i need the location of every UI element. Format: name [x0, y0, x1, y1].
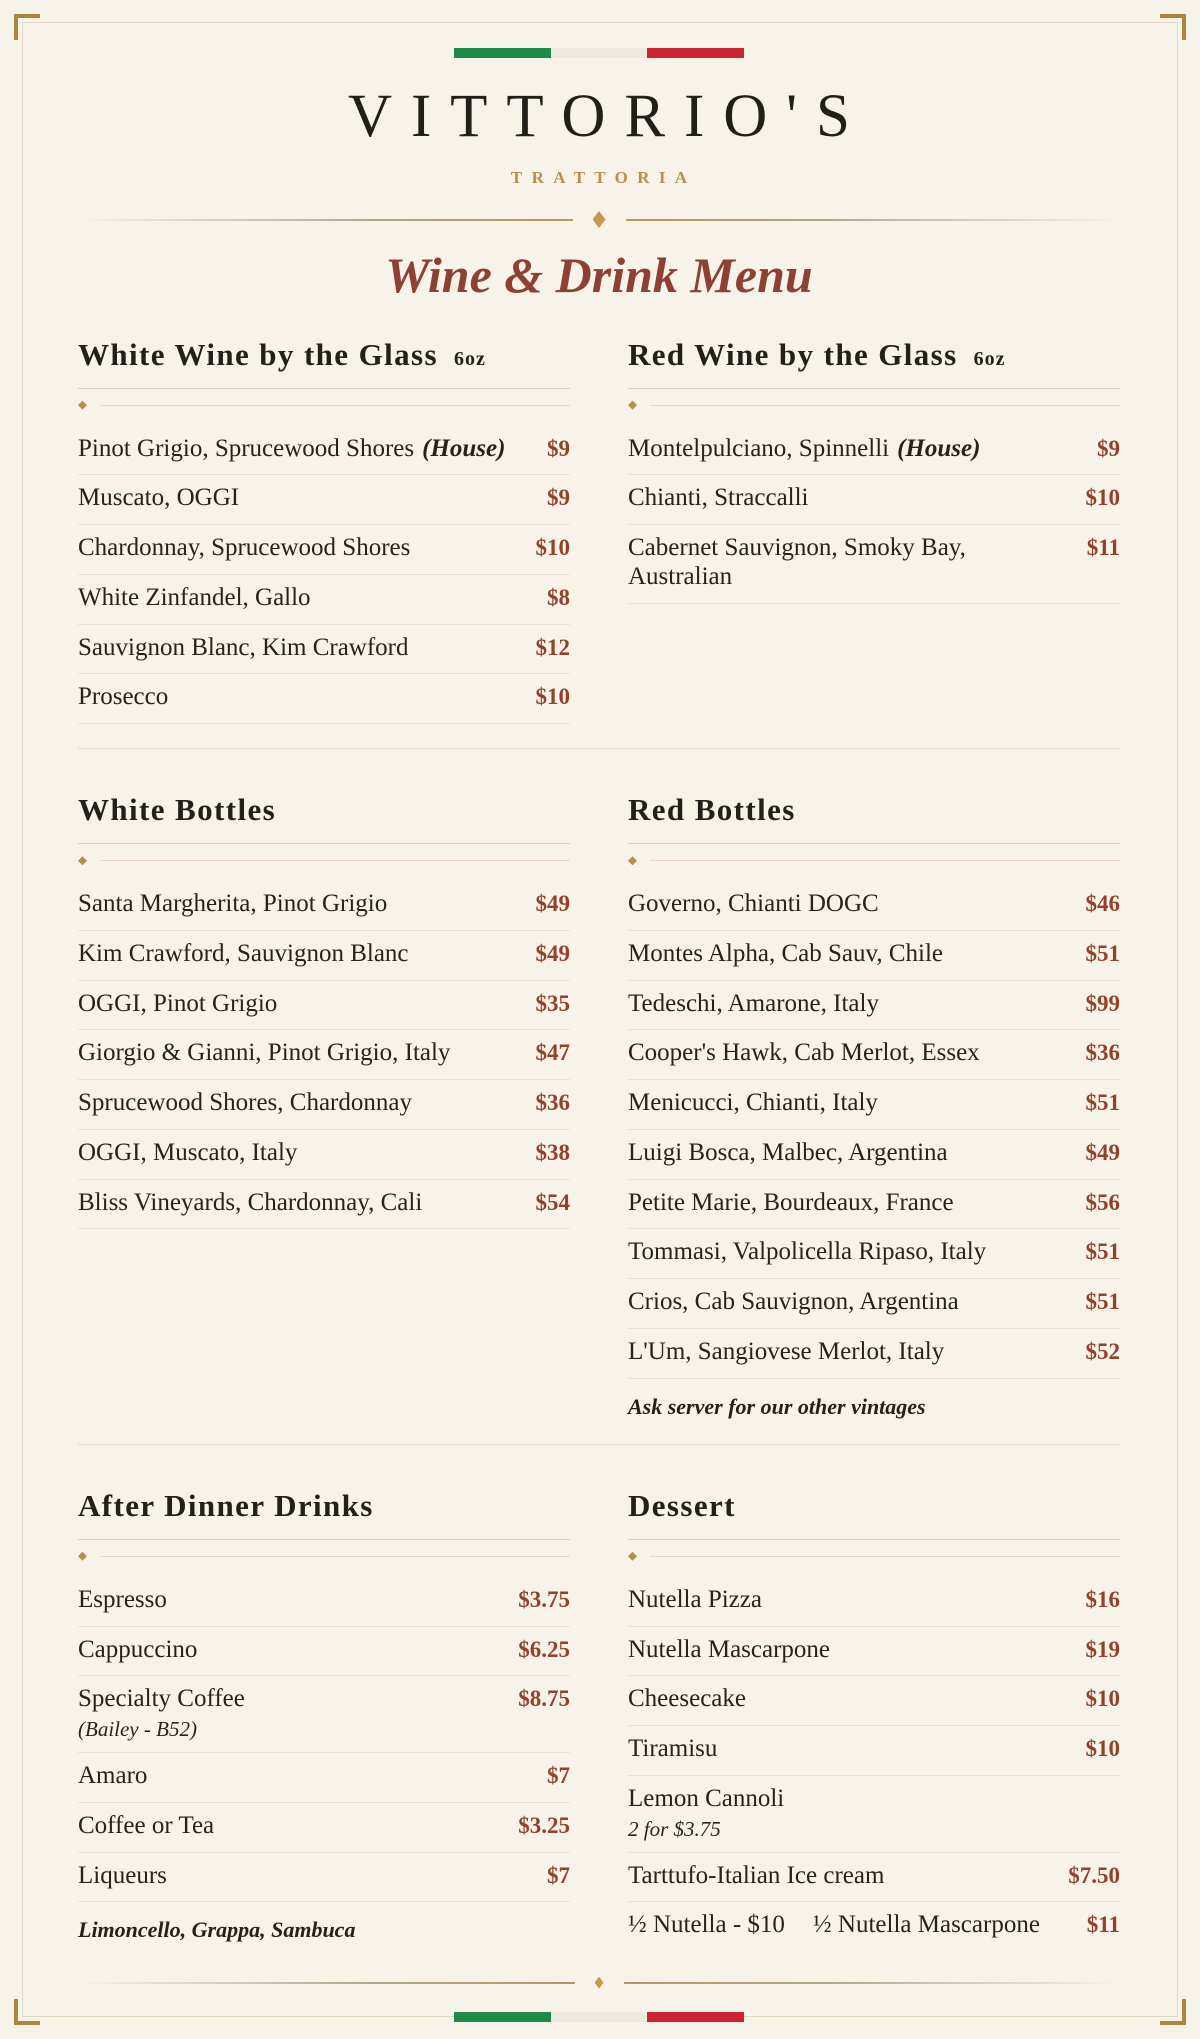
divider-line — [626, 219, 1121, 221]
item-name: Cabernet Sauvignon, Smoky Bay, Australian — [628, 534, 966, 590]
menu-item — [78, 1676, 570, 1753]
item-name: Espresso — [78, 1585, 167, 1613]
restaurant-subtitle: TRATTORIA — [510, 168, 697, 187]
section-title-text: White Wine by the Glass — [78, 336, 438, 372]
divider-line — [650, 1556, 1120, 1557]
menu-item — [628, 426, 1120, 476]
section-divider-accent — [78, 1552, 570, 1561]
menu-section — [628, 793, 1120, 1420]
item-line — [78, 1089, 570, 1118]
item-list — [78, 881, 570, 1229]
menu-band-glass — [78, 338, 1120, 725]
menu-item — [628, 881, 1120, 931]
item-price: $54 — [535, 1189, 570, 1215]
item-price: $8 — [547, 584, 570, 610]
item-line — [628, 1586, 1120, 1615]
item-name: Liqueurs — [78, 1861, 167, 1889]
item-name: Tiramisu — [628, 1735, 718, 1763]
item-name: L'Um, Sangiovese Merlot, Italy — [628, 1337, 945, 1365]
menu-item — [628, 1676, 1120, 1726]
section-title-text: Red Wine by the Glass — [628, 336, 958, 372]
section-divider-accent — [628, 1552, 1120, 1561]
menu-item — [628, 1030, 1120, 1080]
menu-item — [78, 931, 570, 981]
item-price: $12 — [535, 634, 570, 660]
section-header — [78, 1489, 570, 1561]
item-name-secondary: ½ Nutella Mascarpone — [812, 1911, 1040, 1939]
item-line — [628, 1636, 1120, 1665]
divider-line — [78, 1982, 575, 1984]
section-title — [78, 338, 570, 372]
section-divider-accent — [628, 856, 1120, 865]
item-name: Sauvignon Blanc, Kim Crawford — [78, 633, 409, 661]
item-name: Tarttufo-Italian Ice cream — [628, 1861, 885, 1889]
menu-item — [78, 1627, 570, 1677]
menu-section — [78, 338, 570, 725]
item-line — [78, 1189, 570, 1218]
item-line — [628, 1139, 1120, 1168]
item-list — [78, 1577, 570, 1903]
item-name: Lemon Cannoli — [628, 1784, 785, 1812]
section-note: Limoncello, Grappa, Sambuca — [78, 1917, 356, 1943]
section-header — [628, 1489, 1120, 1561]
divider-line — [624, 1982, 1121, 1984]
item-line — [628, 1862, 1120, 1891]
menu-title: Wine & Drink Menu — [385, 247, 813, 303]
item-name: Muscato, OGGI — [78, 484, 240, 512]
item-line — [628, 940, 1120, 969]
item-name: Nutella Mascarpone — [628, 1635, 831, 1663]
menu-item — [78, 1130, 570, 1180]
section-divider-accent — [78, 401, 570, 410]
section-title — [628, 793, 1120, 827]
flag-red-segment — [647, 48, 744, 58]
diamond-icon — [78, 1552, 87, 1561]
menu-item — [628, 475, 1120, 525]
diamond-icon — [78, 856, 87, 865]
flag-white-segment — [551, 2012, 648, 2022]
divider-line — [78, 219, 573, 221]
item-name: White Zinfandel, Gallo — [78, 583, 311, 611]
item-list — [78, 426, 570, 725]
menu-body — [78, 338, 1120, 1952]
item-price: $36 — [535, 1090, 570, 1116]
item-name: OGGI, Muscato, Italy — [78, 1138, 298, 1166]
item-price: $10 — [1085, 1736, 1120, 1762]
diamond-icon — [628, 1552, 637, 1561]
item-price: $9 — [547, 485, 570, 511]
menu-item — [628, 1180, 1120, 1230]
menu-item — [78, 1803, 570, 1853]
restaurant-name: VITTORIO'S — [347, 83, 869, 150]
section-title — [628, 338, 1120, 372]
menu-item — [628, 1902, 1120, 1951]
item-price: $8.75 — [518, 1686, 570, 1712]
item-price: $38 — [535, 1139, 570, 1165]
menu-item — [628, 1627, 1120, 1677]
section-divider — [628, 388, 1120, 389]
item-list — [628, 1577, 1120, 1951]
diamond-icon — [593, 211, 606, 228]
item-name: Governo, Chianti DOGC — [628, 890, 879, 918]
item-line — [78, 435, 570, 464]
item-name: Giorgio & Gianni, Pinot Grigio, Italy — [78, 1039, 451, 1067]
section-divider — [78, 1539, 570, 1540]
section-title — [78, 1489, 570, 1523]
section-title-text: Red Bottles — [628, 792, 796, 828]
section-title-text: White Bottles — [78, 792, 277, 828]
item-list — [628, 426, 1120, 604]
item-name: Pinot Grigio, Sprucewood Shores — [78, 434, 415, 462]
item-price: $11 — [1086, 535, 1120, 561]
menu-item — [78, 1577, 570, 1627]
item-price: $52 — [1085, 1338, 1120, 1364]
italian-flag-icon — [454, 48, 744, 58]
divider-line — [100, 405, 570, 406]
menu-item — [628, 981, 1120, 1031]
item-line — [628, 534, 1120, 592]
menu-item — [628, 931, 1120, 981]
flag-green-segment — [454, 2012, 551, 2022]
section-header — [78, 793, 570, 865]
item-price: $9 — [547, 435, 570, 461]
item-line — [78, 534, 570, 563]
section-title-text: Dessert — [628, 1487, 736, 1523]
flag-white-segment — [551, 48, 648, 58]
item-line — [628, 1288, 1120, 1317]
item-price: $35 — [535, 990, 570, 1016]
divider-line — [650, 405, 1120, 406]
menu-item — [78, 1753, 570, 1803]
menu-header — [78, 48, 1120, 302]
footer-divider — [78, 1975, 1120, 1990]
item-price: $46 — [1085, 891, 1120, 917]
item-name: Sprucewood Shores, Chardonnay — [78, 1089, 412, 1117]
item-name: Cheesecake — [628, 1685, 746, 1713]
item-name: Montes Alpha, Cab Sauv, Chile — [628, 939, 944, 967]
item-list — [628, 881, 1120, 1379]
section-note: Ask server for our other vintages — [628, 1393, 926, 1419]
band-separator — [78, 748, 1120, 749]
item-price: $51 — [1085, 940, 1120, 966]
section-header — [78, 338, 570, 410]
item-price: $51 — [1085, 1239, 1120, 1265]
item-subnote: 2 for $3.75 — [628, 1816, 721, 1841]
item-name: Bliss Vineyards, Chardonnay, Cali — [78, 1188, 423, 1216]
item-name: Coffee or Tea — [78, 1811, 215, 1839]
menu-band-bottles — [78, 793, 1120, 1420]
item-line — [78, 990, 570, 1019]
menu-section — [78, 1489, 570, 1944]
item-line — [628, 1338, 1120, 1367]
menu-item — [78, 525, 570, 575]
menu-item — [78, 426, 570, 476]
menu-footer — [78, 1975, 1120, 2022]
item-price: $99 — [1085, 990, 1120, 1016]
item-line — [628, 1089, 1120, 1118]
item-line — [78, 584, 570, 613]
item-line — [628, 1735, 1120, 1764]
divider-line — [650, 860, 1120, 861]
item-price: $10 — [535, 684, 570, 710]
item-line — [628, 1189, 1120, 1218]
menu-item — [628, 1853, 1120, 1903]
section-divider — [78, 388, 570, 389]
item-line — [78, 1762, 570, 1791]
diamond-icon — [595, 1977, 604, 1989]
item-line — [628, 1238, 1120, 1267]
item-price: $47 — [535, 1040, 570, 1066]
item-price: $49 — [535, 940, 570, 966]
menu-band-after-dinner — [78, 1489, 1120, 1951]
item-price: $7 — [547, 1862, 570, 1888]
item-price: $10 — [535, 535, 570, 561]
menu-item — [78, 1853, 570, 1903]
header-divider — [78, 212, 1120, 227]
divider-line — [100, 1556, 570, 1557]
item-line — [78, 1862, 570, 1891]
menu-section — [78, 793, 570, 1229]
item-line — [78, 1586, 570, 1615]
section-divider — [628, 843, 1120, 844]
item-line — [78, 1685, 570, 1714]
section-title — [628, 1489, 1120, 1523]
item-price: $56 — [1085, 1189, 1120, 1215]
menu-section — [628, 1489, 1120, 1951]
item-name: Cooper's Hawk, Cab Merlot, Essex — [628, 1039, 980, 1067]
item-name: Tommasi, Valpolicella Ripaso, Italy — [628, 1238, 987, 1266]
item-line — [78, 890, 570, 919]
band-separator — [78, 1444, 1120, 1445]
section-size-tag: 6oz — [973, 347, 1006, 370]
flag-red-segment — [647, 2012, 744, 2022]
item-line — [628, 890, 1120, 919]
item-line — [78, 1812, 570, 1841]
item-line — [78, 683, 570, 712]
menu-item — [628, 1080, 1120, 1130]
item-line — [628, 990, 1120, 1019]
flag-green-segment — [454, 48, 551, 58]
italian-flag-icon — [454, 2012, 744, 2022]
item-price: $10 — [1085, 1686, 1120, 1712]
diamond-icon — [628, 856, 637, 865]
item-name: Nutella Pizza — [628, 1585, 762, 1613]
menu-item — [78, 674, 570, 724]
section-header — [628, 338, 1120, 410]
item-name: Kim Crawford, Sauvignon Blanc — [78, 939, 409, 967]
item-name: Chianti, Straccalli — [628, 484, 809, 512]
menu-item — [628, 1776, 1120, 1853]
item-price: $7.50 — [1068, 1862, 1120, 1888]
item-name: Chardonnay, Sprucewood Shores — [78, 534, 411, 562]
menu-item — [628, 1577, 1120, 1627]
menu-item — [78, 1180, 570, 1230]
item-name: ½ Nutella - $10 — [628, 1911, 785, 1939]
menu-item — [628, 1229, 1120, 1279]
item-price: $11 — [1086, 1912, 1120, 1938]
item-price: $49 — [535, 891, 570, 917]
divider-line — [100, 860, 570, 861]
item-price: $7 — [547, 1763, 570, 1789]
item-price: $6.25 — [518, 1636, 570, 1662]
item-name: Montelpulciano, Spinnelli — [628, 434, 890, 462]
item-price: $51 — [1085, 1090, 1120, 1116]
section-divider — [628, 1539, 1120, 1540]
menu-item — [78, 881, 570, 931]
item-price: $9 — [1097, 435, 1120, 461]
item-price: $51 — [1085, 1289, 1120, 1315]
item-price: $49 — [1085, 1139, 1120, 1165]
item-name: Menicucci, Chianti, Italy — [628, 1089, 878, 1117]
item-name: Tedeschi, Amarone, Italy — [628, 989, 879, 1017]
menu-item — [78, 1080, 570, 1130]
menu-section — [628, 338, 1120, 604]
item-line — [78, 484, 570, 513]
item-line — [628, 1039, 1120, 1068]
item-name: Cappuccino — [78, 1635, 198, 1663]
item-name: Specialty Coffee — [78, 1685, 245, 1713]
item-name-suffix: (House) — [897, 434, 981, 462]
item-price: $36 — [1085, 1040, 1120, 1066]
section-divider — [78, 843, 570, 844]
section-divider-accent — [78, 856, 570, 865]
item-line — [78, 634, 570, 663]
menu-item — [628, 1726, 1120, 1776]
menu-item — [78, 625, 570, 675]
menu-item — [78, 475, 570, 525]
menu-item — [628, 1279, 1120, 1329]
item-name: Crios, Cab Sauvignon, Argentina — [628, 1288, 959, 1316]
item-line — [628, 1685, 1120, 1714]
item-line — [628, 1911, 1120, 1940]
item-price: $16 — [1085, 1586, 1120, 1612]
diamond-icon — [628, 401, 637, 410]
item-name: Petite Marie, Bourdeaux, France — [628, 1188, 954, 1216]
item-name: Luigi Bosca, Malbec, Argentina — [628, 1138, 948, 1166]
section-size-tag: 6oz — [453, 347, 486, 370]
menu-item — [628, 1329, 1120, 1379]
section-divider-accent — [628, 401, 1120, 410]
item-price: $10 — [1085, 485, 1120, 511]
item-line — [628, 484, 1120, 513]
item-name: OGGI, Pinot Grigio — [78, 989, 278, 1017]
item-line — [628, 435, 1120, 464]
menu-item — [78, 575, 570, 625]
item-line — [78, 1636, 570, 1665]
section-title-text: After Dinner Drinks — [78, 1487, 374, 1523]
menu-item — [628, 1130, 1120, 1180]
item-name: Prosecco — [78, 683, 169, 711]
item-name: Amaro — [78, 1762, 148, 1790]
item-line — [78, 1039, 570, 1068]
item-line — [628, 1785, 1120, 1814]
menu-item — [78, 981, 570, 1031]
item-price: $3.25 — [518, 1812, 570, 1838]
section-header — [628, 793, 1120, 865]
diamond-icon — [78, 401, 87, 410]
item-line — [78, 1139, 570, 1168]
menu-item — [78, 1030, 570, 1080]
item-price: $3.75 — [518, 1586, 570, 1612]
item-line — [78, 940, 570, 969]
item-price: $19 — [1085, 1636, 1120, 1662]
item-subnote: (Bailey - B52) — [78, 1717, 197, 1742]
menu-item — [628, 525, 1120, 604]
item-name: Santa Margherita, Pinot Grigio — [78, 890, 388, 918]
item-name-suffix: (House) — [422, 434, 506, 462]
section-title — [78, 793, 570, 827]
